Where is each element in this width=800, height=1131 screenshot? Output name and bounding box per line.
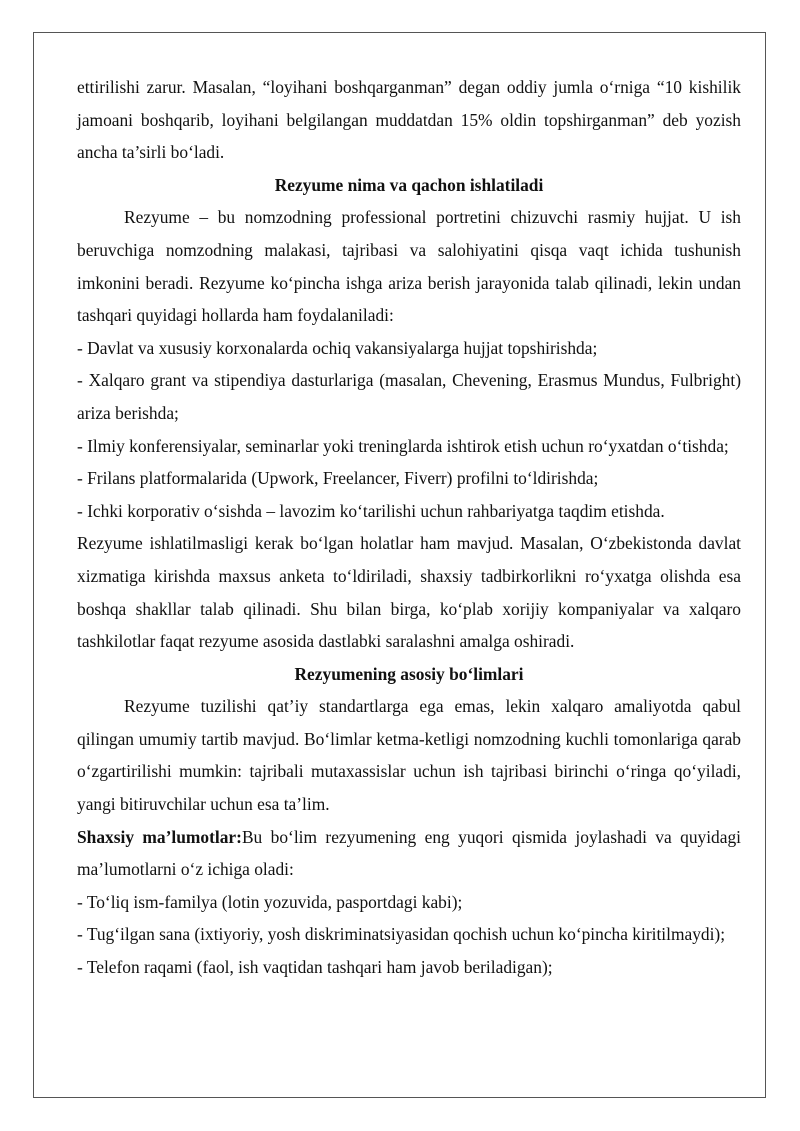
- paragraph-definition: Rezyume – bu nomzodning professional portretini chizuvchi rasmiy hujjat. U ish beruvchiga nomzodning malakasi, tajribasi va salohiyatini qisqa vaqt ichida tushunish imkonini beradi. Rezyume ko‘pincha ishga ariza berish jarayonida talab qilinadi, lekin undan tashqari quyidagi hollarda ham foydalaniladi:: [77, 207, 741, 326]
- list-item: - Xalqaro grant va stipendiya dasturlariga (masalan, Chevening, Erasmus Mundus, Fulbright) ariza berishda;: [77, 370, 741, 423]
- document-body: [77, 71, 741, 984]
- paragraph-personal-info: [77, 821, 741, 886]
- list-item: - Ichki korporativ o‘sishda – lavozim ko‘tarilishi uchun rahbariyatga taqdim etishda.: [77, 500, 665, 521]
- list-item: - Davlat va xususiy korxonalarda ochiq vakansiyalarga hujjat topshirishda;: [77, 337, 598, 358]
- paragraph-intro-continuation: ettirilishi zarur. Masalan, “loyihani boshqarganman” degan oddiy jumla o‘rniga “10 kishilik jamoani boshqarib, loyihani belgilangan muddatdan 15% oldin topshirganman” deb yozish ancha ta’sirli bo‘ladi.: [77, 77, 741, 163]
- list-item: - Frilans platformalarida (Upwork, Freelancer, Fiverr) profilni to‘ldirishda;: [77, 468, 599, 489]
- section-heading-what-and-when: Rezyume nima va qachon ishlatiladi: [274, 174, 544, 195]
- section-heading-main-sections: Rezyumening asosiy bo‘limlari: [294, 663, 524, 684]
- paragraph-structure: Rezyume tuzilishi qat’iy standartlarga ega emas, lekin xalqaro amaliyotda qabul qilingan umumiy tartib mavjud. Bo‘limlar ketma-ketligi nomzodning kuchli tomonlariga qarab o‘zgartirilishi mumkin: tajribali mutaxassislar uchun ish tajribasi birinchi o‘ringa qo‘yiladi, yangi bitiruvchilar uchun esa ta’lim.: [77, 696, 741, 815]
- list-item: - To‘liq ism-familya (lotin yozuvida, pasportdagi kabi);: [77, 891, 463, 912]
- personal-info-text: Bu bo‘lim rezyumening eng yuqori qismida joylashadi va quyidagi ma’lumotlarni o‘z ichiga oladi:: [77, 826, 741, 880]
- personal-info-label: Shaxsiy ma’lumotlar:: [77, 826, 242, 847]
- list-item: - Telefon raqami (faol, ish vaqtidan tashqari ham javob beriladigan);: [77, 957, 553, 978]
- list-item: - Tug‘ilgan sana (ixtiyoriy, yosh diskriminatsiyasidan qochish uchun ko‘pincha kiritilmaydi);: [77, 924, 726, 945]
- paragraph-exceptions: Rezyume ishlatilmasligi kerak bo‘lgan holatlar ham mavjud. Masalan, O‘zbekistonda davlat xizmatiga kirishda maxsus anketa to‘ldiriladi, shaxsiy tadbirkorlikni ro‘yxatga olishda esa boshqa shakllar talab qilinadi. Shu bilan birga, ko‘plab xorijiy kompaniyalar va xalqaro tashkilotlar faqat rezyume asosida dastlabki saralashni amalga oshiradi.: [77, 533, 741, 652]
- list-item: - Ilmiy konferensiyalar, seminarlar yoki treninglarda ishtirok etish uchun ro‘yxatdan o‘tishda;: [77, 435, 729, 456]
